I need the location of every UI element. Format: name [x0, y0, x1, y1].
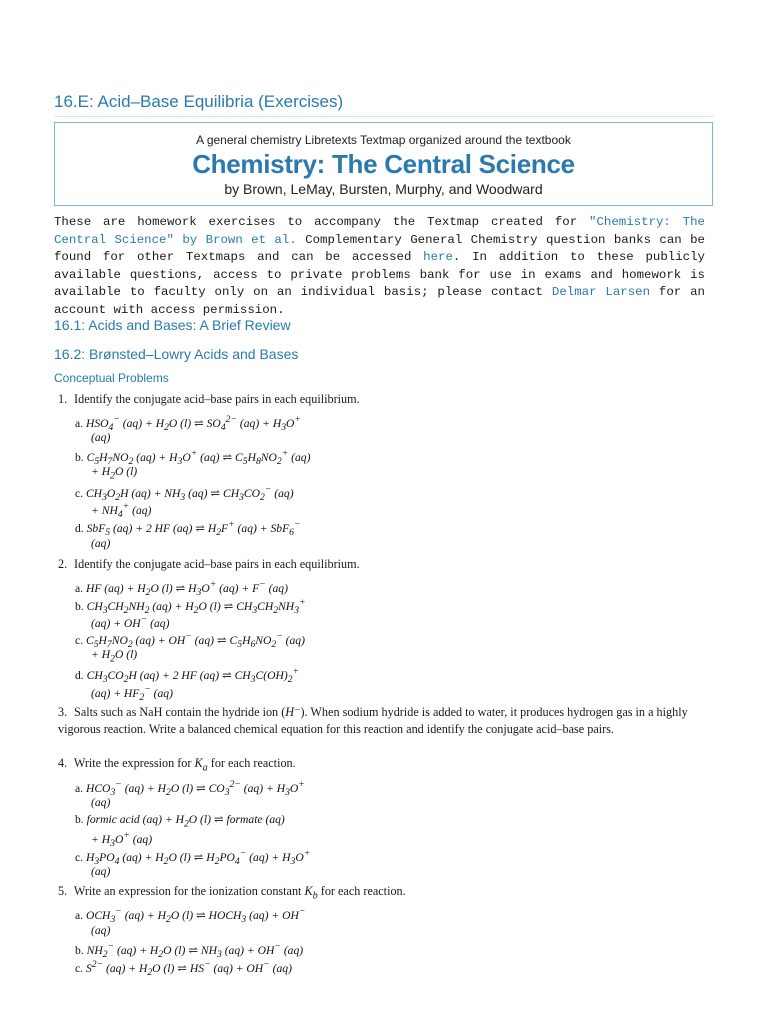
equation-2b: b. $CH_3CH_2NH_2$ $(aq) + H_2O$ (l) ⇌ $CH_3CH_2NH_3^+$	[75, 597, 306, 617]
question-number: 4.	[58, 756, 68, 770]
equation-2d-cont: $(aq) + HF_2^-$ (aq)	[91, 684, 173, 704]
equation-2c: c. $C_5H_7NO_2$ (aq) + OH− (aq) ⇌ $C_5H_6NO_2^-$ (aq)	[75, 631, 305, 651]
question-number: 5.	[58, 884, 68, 898]
equation-1b-cont: + $H_2O$ (l)	[91, 465, 138, 482]
page-title: 16.E: Acid–Base Equilibria (Exercises)	[54, 92, 714, 117]
question-2	[58, 556, 718, 573]
equation-4a-cont: (aq)	[91, 796, 111, 809]
equation-4a: a. $HCO_3^-$ $(aq) + H_2O$ (l) ⇌ $CO_3^{2-}$ $(aq) + H_3O^+$	[75, 779, 305, 799]
question-5: 5. Write an expression for the ionization constant $K_b$ for each reaction.	[58, 884, 406, 902]
equation-4b: b. formic acid $(aq) + H_2O$ (l) ⇌ formate (aq)	[75, 813, 285, 830]
equation-2b-cont: (aq) + OH− (aq)	[91, 614, 170, 630]
section-16-1-heading[interactable]: 16.1: Acids and Bases: A Brief Review	[54, 317, 291, 333]
equation-5b: b. $NH_2^-$ $(aq) + H_2O$ (l) ⇌ $NH_3$ (aq) + OH− (aq)	[75, 941, 304, 961]
textmap-intro: A general chemistry Libretexts Textmap organized around the textbook	[196, 133, 571, 147]
question-1	[58, 391, 718, 408]
conceptual-problems-heading: Conceptual Problems	[54, 371, 169, 385]
equation-4c: c. $H_3PO_4$ $(aq) + H_2O$ (l) ⇌ $H_2PO_4^-$ $(aq) + H_3O^+$	[75, 848, 311, 868]
equation-1a: a. $HSO_4^-$ $(aq) + H_2O$ (l) ⇌ $SO_4^{2-}$ $(aq) + H_3O^+$	[75, 414, 301, 434]
textmap-title: Chemistry: The Central Science	[192, 149, 575, 179]
intro-text-4: for an account with access permission.	[54, 285, 705, 317]
equation-2c-cont: + $H_2O$ (l)	[91, 648, 138, 665]
intro-text-1: These are homework exercises to accompany the Textmap created for	[54, 215, 590, 229]
question-4: 4. Write the expression for $K_a$ for each reaction.	[58, 756, 296, 774]
equation-4b-cont: + $H_3O^+$ (aq)	[91, 830, 153, 850]
textmap-banner	[54, 122, 713, 206]
equation-1d: d. SbF$_5$ (aq) + 2 HF (aq) ⇌ $H_2F^+$ (aq) + SbF$_6$−	[75, 519, 301, 539]
here-link[interactable]: here	[423, 250, 453, 265]
question-number: 2.	[58, 557, 68, 571]
intro-text-2: Complementary General Chemistry question banks can be found for other Textmaps and can be accessed	[54, 232, 705, 265]
equation-1b: b. $C_5H_7NO_2$ $(aq) + H_3O^+$ (aq) ⇌ $C_5H_8NO_2^+$ (aq)	[75, 448, 311, 468]
question-number: 1.	[58, 392, 68, 406]
equation-5c: c. $S^{2-}$ $(aq) + H_2O$ (l) ⇌ HS− (aq) + OH− (aq)	[75, 959, 292, 979]
question-text: Identify the conjugate acid–base pairs in each equilibrium.	[74, 557, 360, 571]
equation-1c-cont: + $NH_4^+$ (aq)	[91, 501, 152, 521]
intro-paragraph	[54, 214, 705, 320]
equation-5a: a. $OCH_3^-$ $(aq) + H_2O$ (l) ⇌ $HOCH_3$ (aq) + OH−	[75, 906, 306, 926]
equation-2d: d. $CH_3CO_2H$ (aq) + 2 HF (aq) ⇌ $CH_3C(OH)_2^+$	[75, 666, 300, 686]
equation-5a-cont: (aq)	[91, 924, 111, 937]
question-3: 3. Salts such as NaH contain the hydride ion (H⁻). When sodium hydride is added to water, it produces hydrogen gas in a highly vigorous reaction. Write a balanced chemical equation for this reaction and identify the conjugate acid–base pairs.	[58, 705, 688, 736]
question-number: 3.	[58, 705, 68, 719]
equation-1c: c. $CH_3O_2H$ $(aq) + NH_3$ (aq) ⇌ $CH_3CO_2^-$ (aq)	[75, 484, 294, 504]
textmap-authors: by Brown, LeMay, Bursten, Murphy, and Woodward	[224, 181, 543, 197]
equation-4c-cont: (aq)	[91, 865, 111, 878]
section-16-2-heading[interactable]: 16.2: Brønsted–Lowry Acids and Bases	[54, 346, 299, 362]
delmar-larsen-link[interactable]: Delmar Larsen	[551, 285, 651, 300]
question-text: Identify the conjugate acid–base pairs in each equilibrium.	[74, 392, 360, 406]
textmap-link[interactable]: "Chemistry: The Central Science" by Brown et al.	[54, 215, 705, 247]
equation-1d-cont: (aq)	[91, 537, 111, 550]
intro-text-3: . In addition to these publicly available questions, access to private problems bank for use in exams and homework is available to faculty only on an individual basis; please contact	[54, 250, 705, 300]
equation-1a-cont: (aq)	[91, 431, 111, 444]
equation-2a: a. HF $(aq) + H_2O$ (l) ⇌ $H_3O^+$ (aq) + F− (aq)	[75, 579, 288, 599]
